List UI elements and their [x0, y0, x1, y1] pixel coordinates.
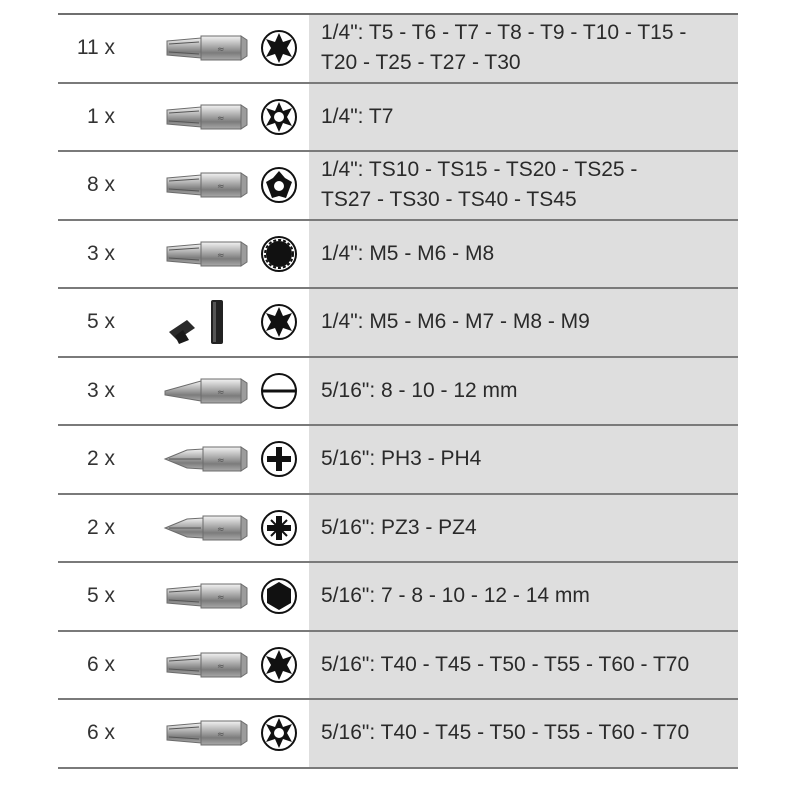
phillips-bit-image [157, 437, 253, 481]
bit-cell [153, 700, 309, 767]
size-list [309, 152, 738, 219]
bit-cell [153, 15, 309, 82]
spline-bit-image [157, 232, 253, 276]
size-list [309, 495, 738, 562]
table-row [58, 632, 738, 701]
size-list [309, 84, 738, 151]
quantity: 5 x [86, 310, 115, 334]
size-list [309, 426, 738, 493]
table-row [58, 700, 738, 769]
bit-set-table [58, 13, 738, 769]
size-text: 5/16": PH3 - PH4 [321, 447, 482, 471]
torx-bit-image [157, 26, 253, 70]
size-list [309, 700, 738, 767]
bit-cell [153, 495, 309, 562]
size-list [309, 221, 738, 288]
torx-icon [259, 645, 299, 685]
size-list [309, 358, 738, 425]
quantity: 3 x [86, 378, 115, 402]
table-row [58, 152, 738, 221]
torx-icon [259, 28, 299, 68]
table-row [58, 289, 738, 358]
table-row [58, 358, 738, 427]
size-text: 5/16": T40 - T45 - T50 - T55 - T60 - T70 [321, 652, 690, 676]
bit-cell [153, 632, 309, 699]
slotted-bit-image [157, 369, 253, 413]
size-text: 5/16": PZ3 - PZ4 [321, 515, 477, 539]
torx-bit-image [157, 711, 253, 755]
bit-cell [153, 84, 309, 151]
table-row [58, 563, 738, 632]
torx-tamper-icon [259, 97, 299, 137]
table-row [58, 221, 738, 290]
quantity: 2 x [86, 515, 115, 539]
size-list [309, 563, 738, 630]
table-row [58, 495, 738, 564]
size-text: 1/4": TS10 - TS15 - TS20 - TS25 - TS27 - TS30 - TS40 - TS45 [321, 158, 638, 212]
hex-icon [259, 576, 299, 616]
pozidriv-bit-image [157, 506, 253, 550]
torx-tamper-icon [259, 713, 299, 753]
quantity: 6 x [86, 652, 115, 676]
quantity: 6 x [86, 721, 115, 745]
size-text: 1/4": M5 - M6 - M8 [321, 241, 495, 265]
size-text: 5/16": T40 - T45 - T50 - T55 - T60 - T70 [321, 721, 690, 745]
torx-plus-bit-image [157, 163, 253, 207]
hex-bit-image [157, 574, 253, 618]
size-list [309, 289, 738, 356]
quantity: 1 x [86, 104, 115, 128]
table-row [58, 426, 738, 495]
bit-cell [153, 152, 309, 219]
bit-cell [153, 221, 309, 288]
pentalobe-tamper-icon [259, 165, 299, 205]
bit-cell [153, 289, 309, 356]
size-list [309, 15, 738, 82]
size-text: 5/16": 7 - 8 - 10 - 12 - 14 mm [321, 584, 590, 608]
torx-icon [259, 302, 299, 342]
spline-icon [259, 234, 299, 274]
bit-cell [153, 426, 309, 493]
quantity: 8 x [86, 173, 115, 197]
size-list [309, 632, 738, 699]
torx-bit-image [157, 95, 253, 139]
table-row [58, 15, 738, 84]
size-text: 1/4": T7 [321, 104, 394, 128]
size-text: 1/4": T5 - T6 - T7 - T8 - T9 - T10 - T15 - T20 - T25 - T27 - T30 [321, 21, 687, 75]
quantity: 11 x [76, 36, 115, 60]
quantity: 3 x [86, 241, 115, 265]
bit-cell [153, 563, 309, 630]
slotted-icon [259, 371, 299, 411]
size-text: 5/16": 8 - 10 - 12 mm [321, 378, 518, 402]
size-text: 1/4": M5 - M6 - M7 - M8 - M9 [321, 310, 590, 334]
quantity: 5 x [86, 584, 115, 608]
short-bits-image [157, 300, 253, 344]
torx-bit-image [157, 643, 253, 687]
table-row [58, 84, 738, 153]
bit-cell [153, 358, 309, 425]
pozidriv-icon [259, 508, 299, 548]
quantity: 2 x [86, 447, 115, 471]
phillips-icon [259, 439, 299, 479]
